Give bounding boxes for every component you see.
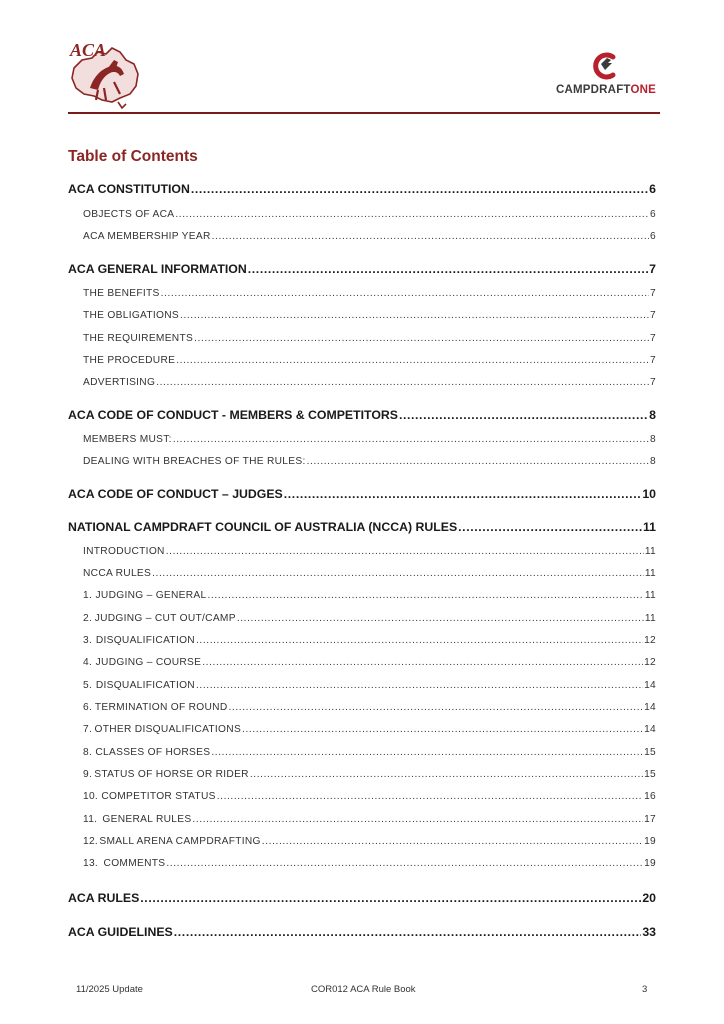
toc-leader xyxy=(174,925,642,939)
toc-page-number: 11 xyxy=(644,590,656,601)
toc-page-number: 20 xyxy=(642,891,656,905)
toc-entry-number: 5. xyxy=(83,680,93,691)
toc-leader xyxy=(262,836,643,847)
toc-page-number: 8 xyxy=(649,408,656,422)
toc-leader xyxy=(161,288,649,299)
toc-leader xyxy=(196,635,643,646)
footer-document-code: COR012 ACA Rule Book xyxy=(311,984,416,995)
toc-entry-label: DISQUALIFICATION xyxy=(95,680,195,691)
campdraft-word: CAMPDRAFT xyxy=(556,84,631,96)
toc-entry[interactable] xyxy=(83,791,656,802)
toc-page-number: 33 xyxy=(642,925,656,939)
toc-leader xyxy=(217,791,643,802)
toc-entry[interactable] xyxy=(83,355,656,366)
toc-page-number: 6 xyxy=(650,209,656,220)
toc-entry-label: THE REQUIREMENTS xyxy=(83,333,194,344)
toc-entry-label: INTRODUCTION xyxy=(83,546,165,557)
toc-entry-label: ACA GENERAL INFORMATION xyxy=(68,262,247,276)
toc-entry-label: JUDGING – COURSE xyxy=(95,657,202,668)
toc-entry-label: JUDGING – GENERAL xyxy=(95,590,207,601)
toc-leader xyxy=(192,814,643,825)
footer-date: 11/2025 Update xyxy=(76,984,143,995)
one-word: ONE xyxy=(630,84,656,96)
toc-leader xyxy=(166,858,643,869)
toc-entry-label: ADVERTISING xyxy=(83,377,156,388)
toc-entry-label: NCCA RULES xyxy=(83,568,152,579)
toc-entry[interactable] xyxy=(83,288,656,299)
toc-entry-label: JUDGING – CUT OUT/CAMP xyxy=(94,613,236,624)
toc-page-number: 8 xyxy=(650,456,656,467)
toc-entry[interactable] xyxy=(83,747,656,758)
toc-page-number: 17 xyxy=(644,814,656,825)
toc-leader xyxy=(399,408,648,422)
toc-page-number: 7 xyxy=(650,333,656,344)
toc-page-number: 15 xyxy=(644,769,656,780)
toc-entry-number: 12. xyxy=(83,836,99,847)
toc-leader xyxy=(180,310,649,321)
toc-leader xyxy=(458,520,642,534)
toc-entry-label: COMPETITOR STATUS xyxy=(101,791,216,802)
toc-entry-label: ACA CODE OF CONDUCT - MEMBERS & COMPETITORS xyxy=(68,408,398,422)
toc-leader xyxy=(140,891,641,905)
toc-entry-label: OBJECTS OF ACA xyxy=(83,209,175,220)
toc-page-number: 12 xyxy=(644,657,656,668)
toc-leader xyxy=(208,590,644,601)
toc-entry-number: 8. xyxy=(83,747,93,758)
toc-leader xyxy=(152,568,644,579)
toc-leader xyxy=(202,657,643,668)
toc-entry-number: 4. xyxy=(83,657,93,668)
toc-entry[interactable] xyxy=(83,231,656,242)
toc-entry[interactable] xyxy=(68,925,656,939)
toc-entry[interactable] xyxy=(83,680,656,691)
toc-leader xyxy=(191,182,648,196)
toc-entry-label: DEALING WITH BREACHES OF THE RULES: xyxy=(83,456,306,467)
footer-page-number: 3 xyxy=(642,984,648,995)
toc-entry-number: 13. xyxy=(83,858,99,869)
toc-entry-label: ACA GUIDELINES xyxy=(68,925,173,939)
toc-entry[interactable] xyxy=(68,182,656,196)
toc-entry[interactable] xyxy=(83,724,656,735)
toc-entry[interactable] xyxy=(83,613,656,624)
toc-entry-number: 6. xyxy=(83,702,93,713)
toc-entry-label: NATIONAL CAMPDRAFT COUNCIL OF AUSTRALIA (NCCA) RULES xyxy=(68,520,458,534)
toc-entry[interactable] xyxy=(83,769,656,780)
toc-leader xyxy=(248,262,648,276)
toc-entry[interactable] xyxy=(68,891,656,905)
toc-leader xyxy=(175,209,649,220)
toc-leader xyxy=(173,434,649,445)
toc-page-number: 12 xyxy=(644,635,656,646)
toc-leader xyxy=(211,747,643,758)
toc-entry[interactable] xyxy=(83,310,656,321)
toc-page-number: 7 xyxy=(650,355,656,366)
toc-page-number: 16 xyxy=(644,791,656,802)
toc-leader xyxy=(237,613,644,624)
toc-entry-label: GENERAL RULES xyxy=(102,814,192,825)
toc-entry-label: OTHER DISQUALIFICATIONS xyxy=(94,724,242,735)
toc-entry-number: 3. xyxy=(83,635,93,646)
toc-entry[interactable] xyxy=(83,814,656,825)
toc-page-number: 7 xyxy=(650,377,656,388)
toc-entry-label: THE BENEFITS xyxy=(83,288,160,299)
toc-page-number: 6 xyxy=(649,182,656,196)
toc-entry-number: 7. xyxy=(83,724,93,735)
toc-entry[interactable] xyxy=(83,635,656,646)
toc-leader xyxy=(307,456,649,467)
toc-entry[interactable] xyxy=(83,209,656,220)
toc-entry[interactable] xyxy=(83,702,656,713)
toc-leader xyxy=(196,680,643,691)
toc-leader xyxy=(156,377,649,388)
toc-entry-label: ACA RULES xyxy=(68,891,140,905)
toc-leader xyxy=(212,231,649,242)
toc-entry[interactable] xyxy=(83,858,656,869)
toc-page-number: 14 xyxy=(644,702,656,713)
toc-entry-label: STATUS OF HORSE OR RIDER xyxy=(94,769,249,780)
toc-entry[interactable] xyxy=(83,590,656,601)
toc-entry[interactable] xyxy=(83,434,656,445)
toc-page-number: 14 xyxy=(644,680,656,691)
toc-entry-label: COMMENTS xyxy=(103,858,166,869)
toc-entry[interactable] xyxy=(83,568,656,579)
toc-entry-label: SMALL ARENA CAMPDRAFTING xyxy=(99,836,261,847)
toc-entry-number: 9. xyxy=(83,769,93,780)
toc-entry[interactable] xyxy=(68,487,656,501)
toc-entry-number: 10. xyxy=(83,791,99,802)
toc-title: Table of Contents xyxy=(68,148,198,165)
toc-page-number: 11 xyxy=(643,520,656,534)
toc-page-number: 19 xyxy=(644,858,656,869)
toc-leader xyxy=(194,333,649,344)
toc-leader xyxy=(242,724,643,735)
toc-entry-label: DISQUALIFICATION xyxy=(95,635,195,646)
toc-entry-number: 11. xyxy=(83,814,98,825)
toc-page-number: 7 xyxy=(650,288,656,299)
toc-entry[interactable] xyxy=(68,408,656,422)
toc-entry[interactable] xyxy=(83,546,656,557)
toc-page-number: 11 xyxy=(644,568,656,579)
toc-entry[interactable] xyxy=(83,456,656,467)
toc-leader xyxy=(176,355,649,366)
toc-entry[interactable] xyxy=(68,520,656,534)
aca-logo-text: ACA xyxy=(70,40,107,60)
toc-leader xyxy=(229,702,644,713)
toc-entry-label: ACA CODE OF CONDUCT – JUDGES xyxy=(68,487,283,501)
toc-entry-label: ACA MEMBERSHIP YEAR xyxy=(83,231,211,242)
toc-entry[interactable] xyxy=(83,377,656,388)
toc-page-number: 15 xyxy=(644,747,656,758)
toc-entry-label: CLASSES OF HORSES xyxy=(95,747,211,758)
toc-page-number: 14 xyxy=(644,724,656,735)
toc-entry-label: ACA CONSTITUTION xyxy=(68,182,190,196)
toc-page-number: 11 xyxy=(644,613,656,624)
toc-entry-label: THE OBLIGATIONS xyxy=(83,310,180,321)
toc-entry-number: 1. xyxy=(83,590,93,601)
toc-page-number: 19 xyxy=(644,836,656,847)
toc-entry[interactable] xyxy=(83,836,656,847)
toc-entry-number: 2. xyxy=(83,613,93,624)
toc-entry-label: THE PROCEDURE xyxy=(83,355,176,366)
toc-entry-label: MEMBERS MUST: xyxy=(83,434,172,445)
toc-leader xyxy=(166,546,644,557)
toc-leader xyxy=(284,487,642,501)
toc-page-number: 10 xyxy=(642,487,656,501)
toc-entry[interactable] xyxy=(68,262,656,276)
toc-page-number: 11 xyxy=(644,546,656,557)
toc-entry-label: TERMINATION OF ROUND xyxy=(94,702,228,713)
toc-page-number: 7 xyxy=(650,310,656,321)
toc-page-number: 6 xyxy=(650,231,656,242)
toc-leader xyxy=(250,769,643,780)
toc-entry[interactable] xyxy=(83,657,656,668)
toc-entry[interactable] xyxy=(83,333,656,344)
toc-page-number: 8 xyxy=(650,434,656,445)
toc-page-number: 7 xyxy=(649,262,656,276)
